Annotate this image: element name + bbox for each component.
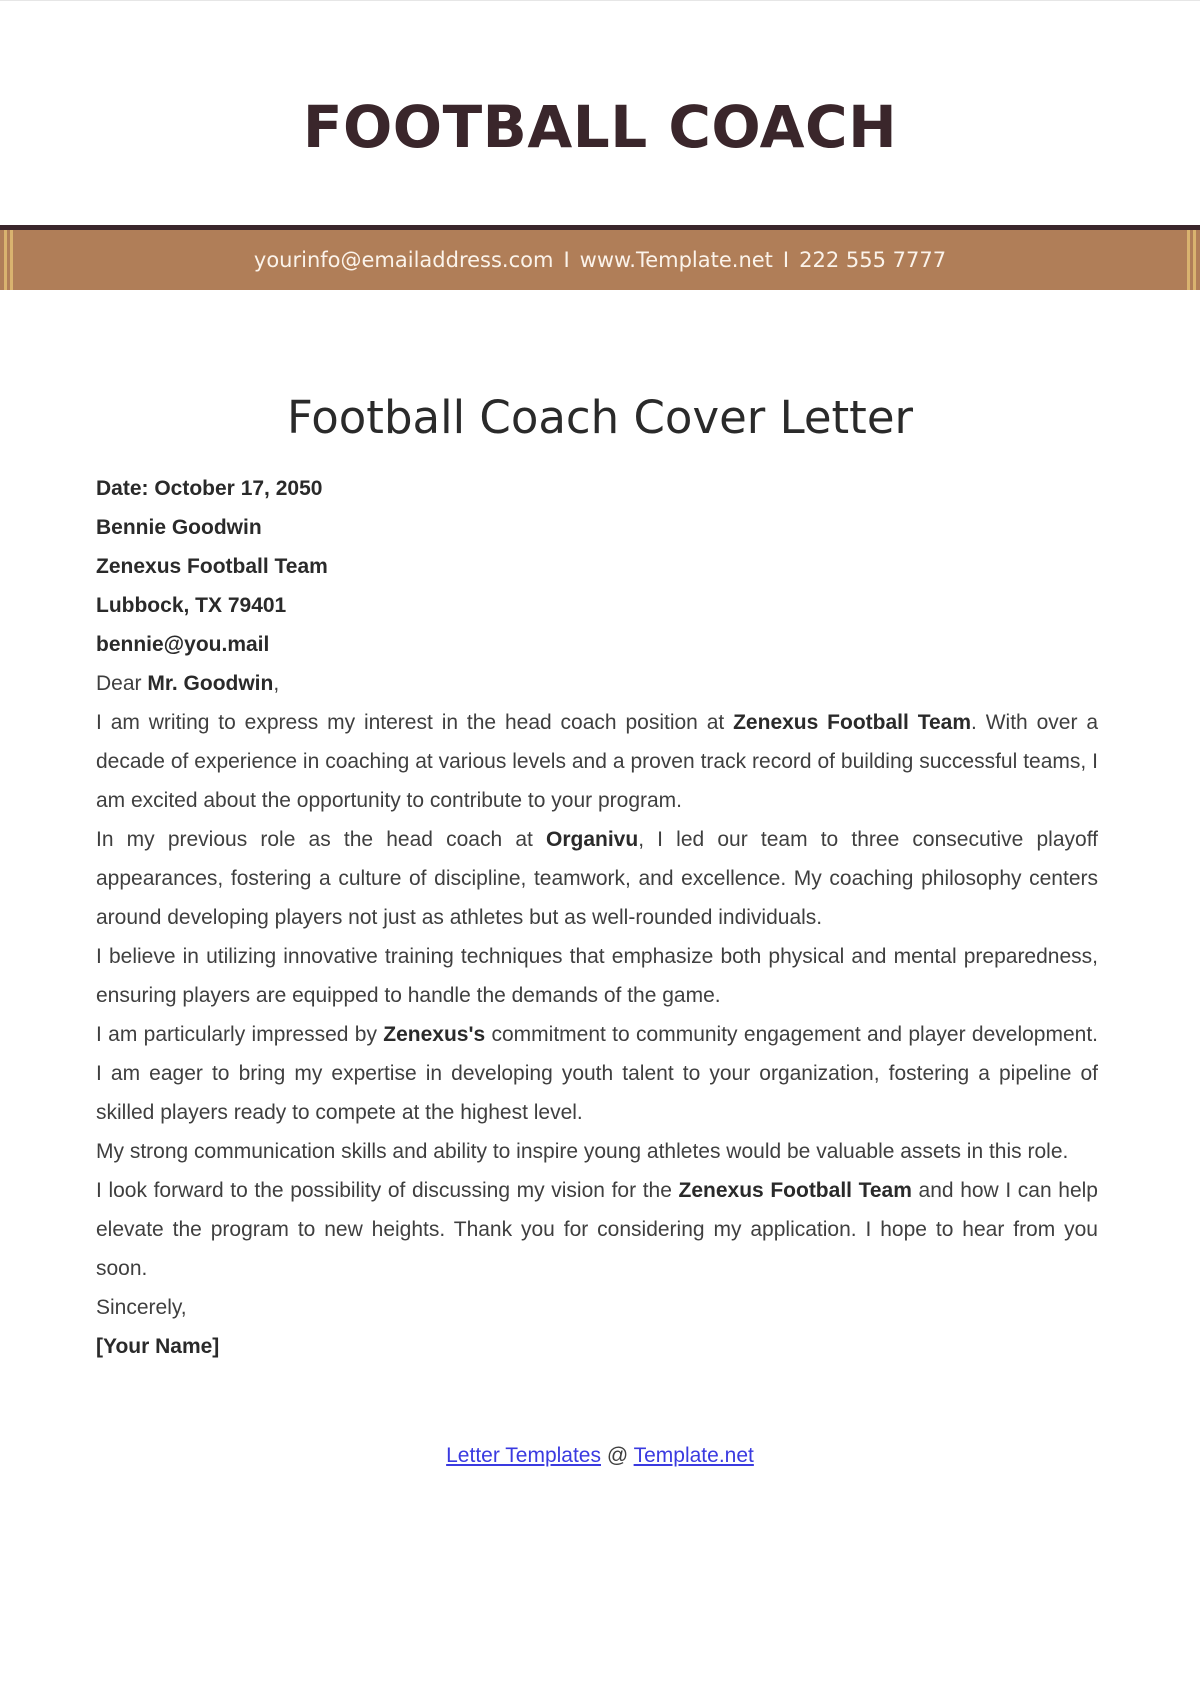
template-net-link[interactable]: Template.net [633, 1444, 754, 1467]
paragraph-1: I am writing to express my interest in the head coach position at Zenexus Football Team. With over a decade of experience in coaching at various levels and a proven track record of building successful teams, I am excited about the opportunity to contribute to your program. [96, 711, 1098, 812]
contact-info [0, 230, 1200, 290]
contact-phone: 222 555 7777 [799, 248, 947, 272]
closing: Sincerely, [96, 1296, 187, 1319]
recipient-email: bennie@you.mail [96, 633, 270, 656]
contact-separator: I [563, 248, 570, 272]
letter-templates-link[interactable]: Letter Templates [446, 1444, 601, 1467]
recipient-company: Zenexus Football Team [96, 555, 328, 578]
letter-title: Football Coach Cover Letter [286, 391, 914, 444]
footer-at: @ [601, 1444, 634, 1467]
recipient-name: Bennie Goodwin [96, 516, 262, 539]
footer-credits [0, 1444, 1200, 1468]
salutation-name: Mr. Goodwin [147, 672, 274, 695]
paragraph-4: I am particularly impressed by Zenexus's commitment to community engagement and player development. I am eager to bring my expertise in developing youth talent to your organization, fostering a pipeline of skilled players ready to compete at the highest level. [96, 1023, 1098, 1124]
contact-website: www.Template.net [579, 248, 773, 272]
letter-date: Date: October 17, 2050 [96, 477, 323, 500]
header-title: FOOTBALL COACH [302, 93, 898, 161]
salutation: Dear Mr. Goodwin, [96, 672, 280, 695]
signature: [Your Name] [96, 1335, 220, 1358]
contact-separator: I [782, 248, 790, 272]
letter-body [96, 469, 1098, 1366]
paragraph-6: I look forward to the possibility of discussing my vision for the Zenexus Football Team and how I can help elevate the program to new heights. Thank you for considering my application. I hope to hear from you soon. [96, 1179, 1098, 1280]
page-top-rule [0, 0, 1200, 1]
recipient-address: Lubbock, TX 79401 [96, 594, 287, 617]
paragraph-5: My strong communication skills and ability to inspire young athletes would be valuable assets in this role. [96, 1140, 1069, 1163]
contact-email: yourinfo@emailaddress.com [253, 248, 554, 272]
paragraph-2: In my previous role as the head coach at Organivu, I led our team to three consecutive playoff appearances, fostering a culture of discipline, teamwork, and excellence. My coaching philosophy centers around developing players not just as athletes but as well-rounded individuals. [96, 828, 1098, 929]
paragraph-3: I believe in utilizing innovative training techniques that emphasize both physical and mental preparedness, ensuring players are equipped to handle the demands of the game. [96, 945, 1098, 1007]
